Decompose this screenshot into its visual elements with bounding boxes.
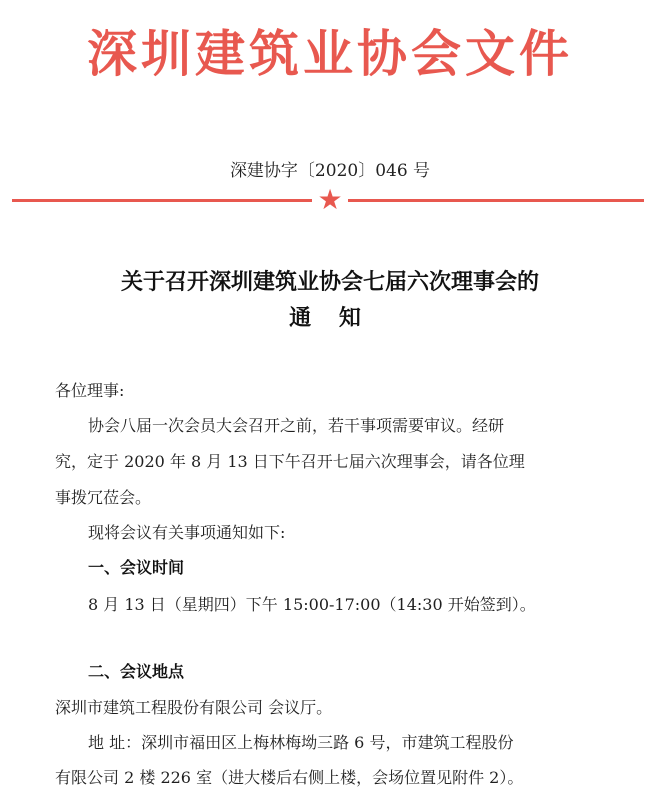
section-1-heading: 一、会议时间 [88, 558, 185, 577]
section-2-venue: 深圳市建筑工程股份有限公司 会议厅。 [55, 698, 333, 717]
header-rule-left [12, 199, 312, 202]
notice-title-line2: 通 知 [289, 306, 371, 331]
document-number: 深建协字〔2020〕046 号 [229, 161, 431, 181]
section-1-text: 8 月 13 日（星期四）下午 15:00-17:00（14:30 开始签到）。 [88, 595, 536, 614]
header-rule-right [348, 199, 644, 202]
salutation: 各位理事: [55, 381, 125, 400]
section-2-address-line-2: 有限公司 2 楼 226 室（进大楼后右侧上楼，会场位置见附件 2）。 [55, 768, 524, 787]
notice-title-line1: 关于召开深圳建筑业协会七届六次理事会的 [120, 270, 539, 295]
paragraph-1-line-3: 事拨冗莅会。 [55, 488, 152, 507]
issuer-header-title: 深圳建筑业协会文件 [87, 25, 573, 83]
paragraph-1-line-1: 协会八届一次会员大会召开之前，若干事项需要审议。经研 [88, 416, 505, 435]
paragraph-2: 现将会议有关事项通知如下: [88, 523, 286, 542]
paragraph-1-line-2: 究，定于 2020 年 8 月 13 日下午召开七届六次理事会，请各位理 [55, 452, 525, 471]
section-2-heading: 二、会议地点 [88, 662, 185, 681]
star-icon: ★ [317, 183, 343, 216]
section-2-address-line-1: 地 址：深圳市福田区上梅林梅坳三路 6 号，市建筑工程股份 [88, 733, 514, 752]
